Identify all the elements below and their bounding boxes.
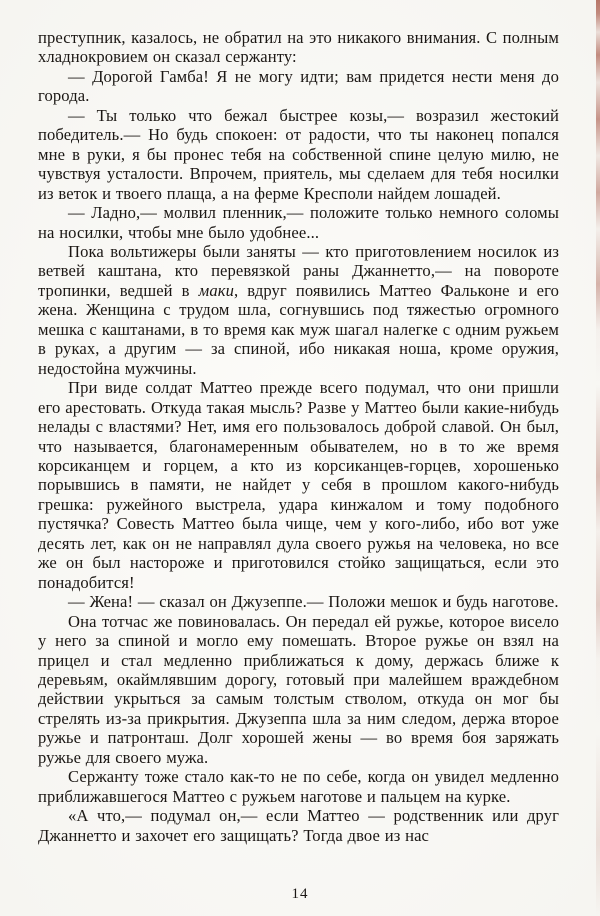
italic-run: маки <box>198 280 235 300</box>
paragraph <box>38 28 559 67</box>
paragraph <box>38 203 559 242</box>
paragraph <box>38 242 559 378</box>
text-run: При виде солдат Маттео прежде всего подумал, что они пришли его арестовать. Откуда такая мысль? Разве у Маттео были какие-нибудь нелады с властями? Нет, имя его пользовалось доброй славой. Он был, что называется, благонамеренным обывателем, но в то же время корсиканцем и горцем, а кто из корсиканцев-горцев, хорошенько порывшись в памяти, не найдет у себя в прошлом какого-нибудь грешка: ружейного выстрела, удара кинжалом и тому подобного пустячка? Совесть Маттео была чище, чем у кого-либо, ибо вот уже десять лет, как он не направлял дула своего ружья на человека, но все же он был настороже и приготовился стойко защищаться, если это понадобится! <box>38 378 559 592</box>
paragraph <box>38 806 559 845</box>
paragraph <box>38 106 559 203</box>
text-run: — Ты только что бежал быстрее козы,— возразил жестокий победитель.— Но будь спокоен: от радости, что ты наконец попался мне в руки, я бы пронес тебя на собственной спине целую милю, не чувствуя усталости. Впрочем, приятель, мы сделаем для тебя носилки из веток и твоего плаща, а на ферме Кресполи найдем лошадей. <box>38 105 559 203</box>
paragraph <box>38 378 559 592</box>
text-run: — Дорогой Гамба! Я не могу идти; вам придется нести меня до города. <box>38 66 559 106</box>
text-run: , вдруг появились Маттео Фальконе и его жена. Женщина с трудом шла, согнувшись под тяжестью огромного мешка с каштанами, в то время как муж шагал налегке с одним ружьем в руках, а другим — за спиной, ибо никакая ноша, кроме оружия, недостойна мужчины. <box>38 280 559 378</box>
text-run: — Ладно,— молвил пленник,— положите только немного соломы на носилки, чтобы мне было удобнее... <box>38 203 559 242</box>
paragraph <box>38 767 559 806</box>
paragraph <box>38 592 559 611</box>
text-block <box>38 28 559 845</box>
paragraph <box>38 612 559 768</box>
text-run: Она тотчас же повиновалась. Он передал ей ружье, которое висело у него за спиной и могло ему помешать. Второе ружье он взял на прицел и стал медленно приближаться к дому, держась ближе к деревьям, окаймлявшим дорогу, готовый при малейшем враждебном действии укрыться за самым толстым стволом, откуда он мог бы стрелять из-за прикрытия. Джузеппа шла за ним следом, держа второе ружье и патронташ. Долг хорошей жены — во время боя заряжать ружье для своего мужа. <box>38 611 559 767</box>
text-run: «А что,— подумал он,— если Маттео — родственник или друг Джаннетто и захочет его защищать? Тогда двое из нас <box>38 806 559 845</box>
page-number: 14 <box>291 886 309 902</box>
text-run: преступник, казалось, не обратил на это никакого внимания. С полным хладнокровием он сказал сержанту: <box>38 28 559 67</box>
text-run: Пока вольтижеры были заняты — кто приготовлением носилок из ветвей каштана, кто перевязкой раны Джаннетто,— на повороте тропинки, ведшей в <box>38 241 559 300</box>
paragraph <box>38 67 559 106</box>
scan-artifact-strip <box>596 0 600 916</box>
text-run: — Жена! — сказал он Джузеппе.— Положи мешок и будь наготове. <box>68 592 559 612</box>
text-run: Сержанту тоже стало как-то не по себе, когда он увидел медленно приближавшегося Маттео с ружьем наготове и пальцем на курке. <box>38 767 559 806</box>
